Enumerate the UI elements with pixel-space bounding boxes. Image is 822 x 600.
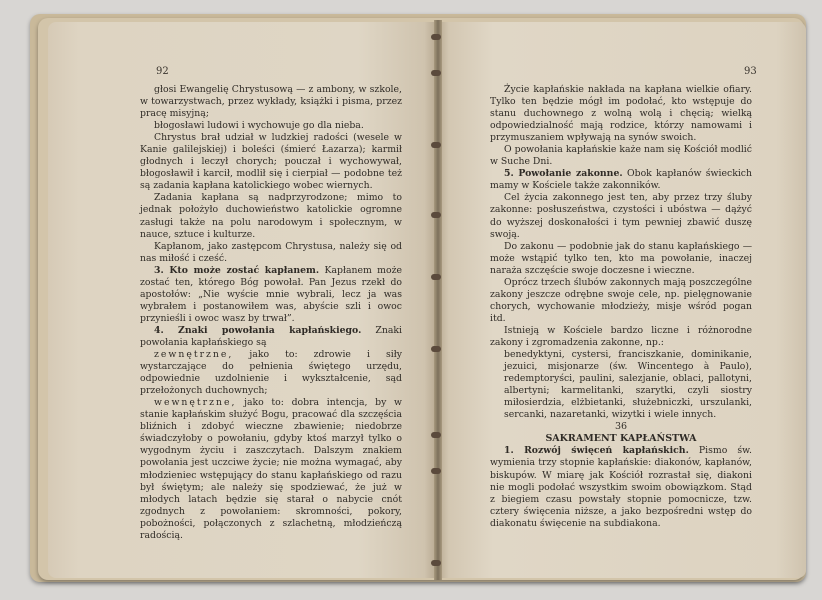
external-signs [140, 349, 402, 397]
binding-staple [431, 34, 441, 40]
section-5 [490, 168, 752, 192]
binding-staple [431, 212, 441, 218]
paragraph: Kapłanom, jako zastępcom Chrystusa, należy się od nas miłość i cześć. [140, 240, 402, 264]
paragraph: Do zakonu — podobnie jak do stanu kapłańskiego — może wstąpić tylko ten, kto ma powołanie, inaczej naraża szczęście swoje doczesne i wieczne. [490, 240, 752, 276]
right-page [438, 22, 806, 578]
paragraph: Życie kapłańskie nakłada na kapłana wielkie ofiary. Tylko ten będzie mógł im podołać, kto wstępuje do stanu duchownego z wolną wolą i chęcią; wielką odpowiedzialność mają rodzice, którzy namowami i przymuszaniem wpływają na synów swoich. [490, 84, 752, 144]
paragraph: Zadania kapłana są nadprzyrodzone; mimo to jednak położyło duchowieństwo katolickie ogromne zasługi także na polu narodowym i społecznym, w nauce, sztuce i kulturze. [140, 192, 402, 240]
binding-staple [431, 468, 441, 474]
binding-staple [431, 70, 441, 76]
binding-staple [431, 432, 441, 438]
book-gutter [434, 20, 442, 580]
section-4 [140, 325, 402, 349]
binding-staple [431, 346, 441, 352]
binding-staple [431, 560, 441, 566]
left-page-text [140, 84, 402, 542]
section-1-body: Pismo św. wymienia trzy stopnie kapłańskie: diakonów, kapłanów, biskupów. W miarę jak Kościół rozrastał się, diakoni nie mogli podołać wszystkim swoim obowiązkom. Stąd z biegiem czasu powstały stopnie pomocnicze, tzw. cztery święcenia niższe, a jako bezpośredni wstęp do diakonatu święcenie na subdiakona. [490, 445, 752, 529]
paragraph: Istnieją w Kościele bardzo liczne i różnorodne zakony i zgromadzenia zakonne, np.: [490, 324, 752, 348]
section-3-heading: 3. Kto może zostać kapłanem. [154, 264, 320, 276]
open-book [20, 12, 806, 584]
section-5-body: Obok kapłanów świeckich mamy w Kościele także zakonników. [490, 168, 753, 192]
section-5-heading: 5. Powołanie zakonne. [504, 168, 623, 180]
internal-label: wewnętrzne, [154, 397, 237, 409]
section-4-body: Znaki powołania kapłańskiego są [140, 324, 402, 348]
binding-staple [431, 142, 441, 148]
paragraph: Oprócz trzech ślubów zakonnych mają poszczególne zakony jeszcze odrębne swoje cele, np. pielęgnowanie chorych, wychowanie młodzieży, misje wśród pogan itd. [490, 276, 752, 324]
paragraph: Cel życia zakonnego jest ten, aby przez trzy śluby zakonne: posłuszeństwa, czystości i ubóstwa — dążyć do wyższej doskonałości i tym pewniej zbawić duszę swoją. [490, 192, 752, 240]
section-number: 36 [614, 421, 628, 433]
section-4-heading: 4. Znaki powołania kapłańskiego. [154, 324, 362, 336]
section-3 [140, 265, 402, 325]
right-page-text [490, 84, 752, 530]
section-1 [490, 445, 752, 529]
binding-staple [431, 274, 441, 280]
external-label: zewnętrzne, [154, 349, 234, 361]
right-page-number: 93 [744, 66, 757, 77]
left-page [48, 22, 436, 578]
left-page-number: 92 [156, 66, 169, 77]
internal-body: jako to: dobra intencja, by w stanie kapłańskim służyć Bogu, pracować dla szczęścia bliźnich i zdobyć wieczne zbawienie; niedobrze świadczyłoby o powołaniu, gdyby ktoś marzył tylko o wygodnym życiu i zaszczytach. Dalszym znakiem powołania jest uczciwe życie; nie można wymagać, aby młodzieniec wstępujący do stanu kapłańskiego od razu był świętym; ale należy się spodziewać, że już w młodych latach będzie się starał o nabycie cnót zgodnych z powołaniem: skromności, pokory, pobożności, połączonych z szlachetną, młodzieńczą radością. [140, 397, 402, 541]
internal-signs [140, 397, 402, 542]
section-3-body: Kapłanem może zostać ten, którego Bóg powołał. Pan Jezus rzekł do apostołów: „Nie wyście mnie wybrali, lecz ja was wybrałem i postanowiłem was, abyście szli i owoc przynieśli i owoc wasz by trwał”. [140, 264, 402, 324]
paragraph: O powołania kapłańskie każe nam się Kościół modlić w Suche Dni. [490, 144, 752, 168]
section-title: SAKRAMENT KAPŁAŃSTWA [545, 433, 697, 445]
paragraph: głosi Ewangelię Chrystusową — z ambony, w szkole, w towarzystwach, przez wykłady, książki i pisma, przez pracę misyjną; [140, 84, 402, 120]
orders-list: benedyktyni, cystersi, franciszkanie, dominikanie, jezuici, misjonarze (św. Wincentego à Paulo), redemptoryści, paulini, salezjanie, oblaci, pallotyni, albertyni; karmelitanki, szarytki, czyli siostry miłosierdzia, elżbietanki, służebniczki, urszulanki, sercanki, nazaretanki, wizytki i wiele innych. [504, 349, 752, 421]
external-body: jako to: zdrowie i siły wystarczające do pełnienia świętego urzędu, odpowiednie uzdolnienie i wykształcenie, sąd przełożonych duchownych; [140, 349, 402, 397]
paragraph: błogosławi ludowi i wychowuje go dla nieba. [154, 120, 364, 132]
paragraph: Chrystus brał udział w ludzkiej radości (wesele w Kanie galilejskiej) i boleści (śmierć Łazarza); karmił głodnych i leczył chorych; pouczał i wychowywał, błogosławił i karcił, modlił się i cierpiał — podobne też są zadania kapłana katolickiego wobec wiernych. [140, 132, 402, 192]
section-1-heading: 1. Rozwój święceń kapłańskich. [504, 445, 689, 457]
